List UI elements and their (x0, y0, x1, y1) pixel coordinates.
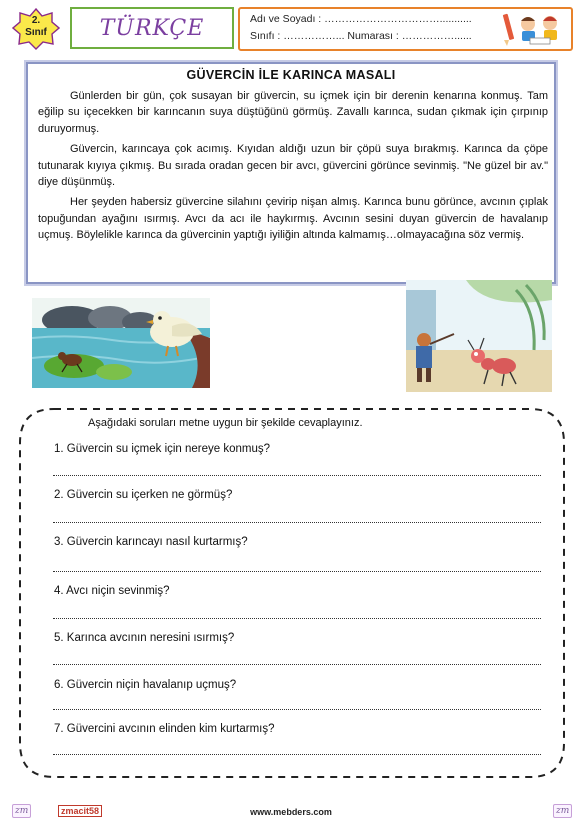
story-title: GÜVERCİN İLE KARINCA MASALI (186, 68, 396, 82)
grade-number: 2. (31, 15, 41, 26)
class-number-field-label: Sınıfı : ……………... Numarası : ……………...... (250, 30, 472, 42)
questions-instruction: Aşağıdaki soruları metne uygun bir şekilde cevaplayınız. (88, 417, 363, 429)
story-paragraph: Günlerden bir gün, çok susayan bir güvercin, su içmek için bir derenin kenarına konmuş. Tam eğilip su içecekken bir karıncanın suya düştüğünü görmüş. Zavallı karınca, sudan çıkmak için çırpınıp duruyormuş. (38, 90, 548, 135)
name-field-label: Adı ve Soyadı : ……………………………........... (250, 13, 472, 25)
answer-line-7[interactable] (53, 754, 541, 755)
hunter-and-ant-illustration (406, 280, 552, 392)
site-url[interactable]: www.mebders.com (250, 807, 332, 817)
dove-and-ant-illustration (32, 298, 210, 388)
children-reading-icon (500, 10, 566, 48)
story-text (38, 88, 548, 248)
answer-line-6[interactable] (53, 709, 541, 710)
left-logo: zm (12, 804, 31, 818)
grade-label (12, 15, 60, 39)
subject-title: TÜRKÇE (99, 16, 205, 41)
grade-sub: Sınıf (25, 27, 47, 38)
question-5: 5. Karınca avcının neresini ısırmış? (54, 632, 235, 644)
question-4: 4. Avcı niçin sevinmiş? (54, 585, 170, 597)
answer-line-4[interactable] (53, 618, 541, 619)
question-2: 2. Güvercin su içerken ne görmüş? (54, 489, 233, 501)
story-paragraph: Güvercin, karıncaya çok acımış. Kıyıdan aldığı uzun bir çöpü suya bırakmış. Karınca da çöpe tutunarak kıyıya çıkmış. Bu sırada oradan gecen bir avcı, güvercini görünce sevinmiş. "Ne güzel bir av." diye düşünmüş. (38, 143, 548, 189)
question-3: 3. Güvercin karıncayı nasıl kurtarmış? (54, 536, 248, 548)
question-6: 6. Güvercin niçin havalanıp uçmuş? (54, 679, 237, 691)
answer-line-5[interactable] (53, 664, 541, 665)
question-1: 1. Güvercin su içmek için nereye konmuş? (54, 443, 271, 455)
answer-line-1[interactable] (53, 475, 541, 476)
story-paragraph: Her şeyden habersiz güvercine silahını çevirip nişan almış. Karınca bunu görünce, avcının çıplak topuğundan ayağını ısırmış. Avcı da acı ile haykırmış. Avcının sesini duyan güvercin de havalanıp uçmuş. Böylelikle karınca da güvercinin yaptığı iyiliğin altında kalmamış…olmayacağına söz vermiş. (38, 196, 548, 242)
right-logo: zm (553, 804, 572, 818)
question-7: 7. Güvercini avcının elinden kim kurtarmış? (54, 723, 275, 735)
author-code: zmacit58 (58, 805, 102, 817)
answer-line-3[interactable] (53, 571, 541, 572)
answer-line-2[interactable] (53, 522, 541, 523)
